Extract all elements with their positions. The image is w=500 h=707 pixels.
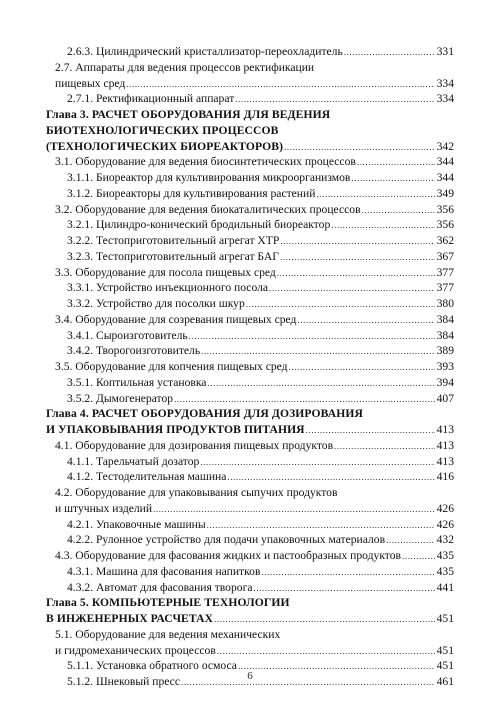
dot-leader bbox=[402, 549, 435, 564]
toc-entry-title: 5.1.2. Шнековый пресс bbox=[67, 675, 180, 688]
toc-page-number: 384 bbox=[436, 328, 454, 342]
dot-leader bbox=[269, 281, 435, 296]
dot-leader bbox=[153, 502, 435, 517]
dot-leader bbox=[189, 329, 435, 344]
toc-entry bbox=[55, 501, 454, 516]
dot-leader bbox=[284, 140, 435, 155]
dot-leader bbox=[217, 644, 435, 659]
toc-entry-title: 4.2. Оборудование для упаковывания сыпучих продуктов bbox=[55, 486, 338, 499]
toc-entry bbox=[67, 580, 454, 595]
dot-leader bbox=[386, 533, 435, 548]
toc-page-number: 413 bbox=[436, 423, 454, 436]
toc-entry-title: 4.2.2. Рулонное устройство для подачи упаковочных материалов bbox=[67, 533, 386, 547]
toc-entry-title: 3.4.1. Сыроизготовитель bbox=[67, 328, 188, 342]
dot-leader bbox=[277, 266, 435, 281]
toc-entry-title: Глава 4. РАСЧЕТ ОБОРУДОВАНИЯ ДЛЯ ДОЗИРОВАНИЯ bbox=[46, 407, 363, 421]
dot-leader bbox=[253, 581, 435, 596]
toc-chapter-line bbox=[46, 595, 454, 610]
toc-page-number: 334 bbox=[436, 92, 454, 106]
toc-entry bbox=[55, 265, 454, 280]
dot-leader bbox=[280, 234, 435, 249]
dot-leader bbox=[246, 297, 435, 312]
toc-entry-title: 5.1.1. Установка обратного осмоса bbox=[67, 659, 237, 673]
toc-entry-title: пищевых сред bbox=[55, 76, 126, 90]
toc-entry-title: 2.7. Аппараты для ведения процессов ректификации bbox=[55, 60, 315, 74]
toc-entry bbox=[67, 170, 454, 185]
toc-page-number: 342 bbox=[436, 139, 454, 153]
toc-entry bbox=[55, 548, 454, 563]
dot-leader bbox=[344, 45, 435, 60]
toc-entry bbox=[55, 202, 454, 217]
dot-leader bbox=[331, 218, 435, 233]
toc-page-number: 384 bbox=[436, 312, 454, 326]
toc-entry bbox=[55, 438, 454, 453]
toc-chapter-line bbox=[46, 107, 454, 122]
toc-entry-title: 4.3. Оборудование для фасования жидких и пастообразных продуктов bbox=[55, 549, 401, 562]
toc-page-number: 334 bbox=[436, 76, 454, 90]
toc-page-number: 377 bbox=[436, 265, 454, 279]
toc-entry bbox=[55, 485, 454, 500]
toc-chapter-line bbox=[46, 611, 454, 626]
toc-entry bbox=[67, 517, 454, 532]
toc-chapter-line bbox=[46, 406, 454, 421]
toc-page-number: 344 bbox=[436, 171, 454, 184]
dot-leader bbox=[357, 155, 435, 170]
toc-entry-title: 4.1.1. Тарельчатый дозатор bbox=[67, 454, 200, 468]
toc-page-number: 426 bbox=[436, 501, 454, 515]
toc-entry bbox=[67, 454, 454, 469]
toc-entry-title: и гидромеханических процессов bbox=[55, 643, 216, 657]
dot-leader bbox=[289, 360, 435, 375]
dot-leader bbox=[306, 423, 435, 438]
toc-entry-title: 3.3.1. Устройство инъекционного посола bbox=[67, 281, 269, 295]
toc-entry-title: 3.5. Оборудование для копчения пищевых сред bbox=[55, 360, 288, 373]
dot-leader bbox=[214, 612, 435, 627]
toc-entry-title: 3.3.2. Устройство для посолки шкур bbox=[67, 297, 245, 310]
toc-entry-title: 3.1.1. Биореактор для культивирования микроорганизмов bbox=[67, 171, 351, 184]
toc-entry-title: 2.7.1. Ректификационный аппарат bbox=[67, 92, 235, 106]
page-number: 6 bbox=[247, 670, 253, 682]
toc-entry-title: 3.1. Оборудование для ведения биосинтетических процессов bbox=[55, 155, 356, 169]
dot-leader bbox=[174, 392, 435, 407]
toc-page-number: 367 bbox=[436, 249, 454, 263]
dot-leader bbox=[297, 313, 435, 328]
toc-page-number: 407 bbox=[436, 391, 454, 405]
toc-page-number: 356 bbox=[436, 202, 454, 216]
dot-leader bbox=[316, 187, 435, 202]
dot-leader bbox=[207, 518, 435, 533]
dot-leader bbox=[126, 77, 435, 92]
toc-entry bbox=[67, 233, 454, 248]
toc-entry-title: 4.1. Оборудование для дозирования пищевых продуктов bbox=[55, 438, 334, 452]
toc-entry-title: 3.2. Оборудование для ведения биокаталитических процессов bbox=[55, 202, 361, 216]
toc-page-number: 451 bbox=[436, 643, 454, 657]
dot-leader bbox=[362, 203, 435, 218]
toc-page-number: 461 bbox=[436, 675, 454, 688]
toc-entry-title: 3.1.2. Биореакторы для культивирования растений bbox=[67, 186, 316, 200]
toc-entry bbox=[67, 280, 454, 295]
toc-entry bbox=[55, 627, 454, 642]
toc-entry bbox=[67, 343, 454, 358]
toc-entry bbox=[67, 296, 454, 311]
toc-entry bbox=[55, 312, 454, 327]
dot-leader bbox=[200, 455, 435, 470]
toc-page-number: 413 bbox=[436, 454, 454, 468]
toc-page-number: 393 bbox=[436, 360, 454, 373]
toc-entry bbox=[55, 60, 454, 75]
toc-entry-title: 3.4.2. Творогоизготовитель bbox=[67, 344, 201, 358]
toc-entry bbox=[67, 217, 454, 232]
toc-entry-title: 3.2.1. Цилиндро-конический бродильный биореактор bbox=[67, 218, 331, 232]
toc-entry-title: 5.1. Оборудование для ведения механических bbox=[55, 627, 281, 641]
toc-entry-title: 2.6.3. Цилиндрический кристаллизатор-переохладитель bbox=[67, 45, 343, 58]
toc-entry-title: БИОТЕХНОЛОГИЧЕСКИХ ПРОЦЕССОВ bbox=[46, 123, 279, 137]
toc-entry-title: В ИНЖЕНЕРНЫХ РАСЧЕТАХ bbox=[46, 612, 214, 625]
toc-entry bbox=[55, 76, 454, 91]
dot-leader bbox=[227, 470, 435, 485]
dot-leader bbox=[207, 376, 435, 391]
toc-page-number: 389 bbox=[436, 344, 454, 358]
toc-page-number: 451 bbox=[436, 612, 454, 625]
dot-leader bbox=[201, 344, 435, 359]
toc-entry-title: 3.2.2. Тестоприготовительный агрегат ХТР bbox=[67, 234, 280, 247]
toc-entry-title: 3.5.2. Дымогенератор bbox=[67, 391, 174, 405]
toc-chapter-line bbox=[46, 422, 454, 437]
toc-entry-title: 4.2.1. Упаковочные машины bbox=[67, 517, 206, 531]
toc-chapter-line bbox=[46, 139, 454, 154]
toc-page-number: 432 bbox=[436, 533, 454, 547]
toc-entry-title: 4.3.2. Автомат для фасования творога bbox=[67, 580, 253, 594]
toc-page-number: 356 bbox=[436, 218, 454, 232]
toc-page-number: 426 bbox=[436, 517, 454, 531]
toc-entry-title: Глава 3. РАСЧЕТ ОБОРУДОВАНИЯ ДЛЯ ВЕДЕНИЯ bbox=[46, 108, 331, 121]
dot-leader bbox=[235, 92, 435, 107]
toc-entry bbox=[67, 564, 454, 579]
toc-entry-title: 3.3. Оборудование для посола пищевых сред bbox=[55, 265, 276, 279]
toc-page-number: 413 bbox=[436, 438, 454, 452]
toc-page-number: 394 bbox=[436, 375, 454, 389]
toc-entry bbox=[67, 44, 454, 59]
toc-page-number: 451 bbox=[436, 659, 454, 673]
toc-entry-title: 3.2.3. Тестоприготовительный агрегат БАГ bbox=[67, 249, 279, 263]
toc-page-number: 344 bbox=[436, 155, 454, 169]
toc-entry-title: 4.1.2. Тестоделительная машина bbox=[67, 470, 227, 484]
toc-page-number: 380 bbox=[436, 297, 454, 310]
dot-leader bbox=[261, 565, 435, 580]
toc-entry-title: и штучных изделий bbox=[55, 501, 153, 515]
toc-entry bbox=[67, 186, 454, 201]
toc-entry-title: 4.3.1. Машина для фасования напитков bbox=[67, 564, 261, 578]
toc-entry-title: И УПАКОВЫВАНИЯ ПРОДУКТОВ ПИТАНИЯ bbox=[46, 423, 305, 436]
toc-entry-title: 3.4. Оборудование для созревания пищевых сред bbox=[55, 312, 297, 326]
toc-entry bbox=[67, 532, 454, 547]
toc-page-number: 362 bbox=[436, 234, 454, 247]
dot-leader bbox=[334, 439, 435, 454]
dot-leader bbox=[280, 250, 435, 265]
toc-page-number: 435 bbox=[436, 564, 454, 578]
toc-entry bbox=[67, 469, 454, 484]
toc-entry bbox=[67, 375, 454, 390]
toc-entry bbox=[55, 643, 454, 658]
toc-page-number: 349 bbox=[436, 186, 454, 200]
toc-chapter-line bbox=[46, 123, 454, 138]
toc-entry bbox=[67, 91, 454, 106]
toc-entry-title: 3.5.1. Коптильная установка bbox=[67, 375, 207, 389]
toc-entry bbox=[55, 359, 454, 374]
toc-entry-title: Глава 5. КОМПЬЮТЕРНЫЕ ТЕХНОЛОГИИ bbox=[46, 596, 290, 610]
toc-page-number: 435 bbox=[436, 549, 454, 562]
toc-entry bbox=[55, 154, 454, 169]
toc-entry bbox=[67, 249, 454, 264]
toc-entry-title: (ТЕХНОЛОГИЧЕСКИХ БИОРЕАКТОРОВ) bbox=[46, 139, 284, 153]
toc-page-number: 377 bbox=[436, 281, 454, 295]
dot-leader bbox=[351, 171, 435, 186]
toc-page-number: 441 bbox=[436, 580, 454, 594]
toc-page-number: 416 bbox=[436, 470, 454, 484]
toc-entry bbox=[67, 328, 454, 343]
toc-entry bbox=[67, 391, 454, 406]
toc-page-number: 331 bbox=[436, 45, 454, 58]
